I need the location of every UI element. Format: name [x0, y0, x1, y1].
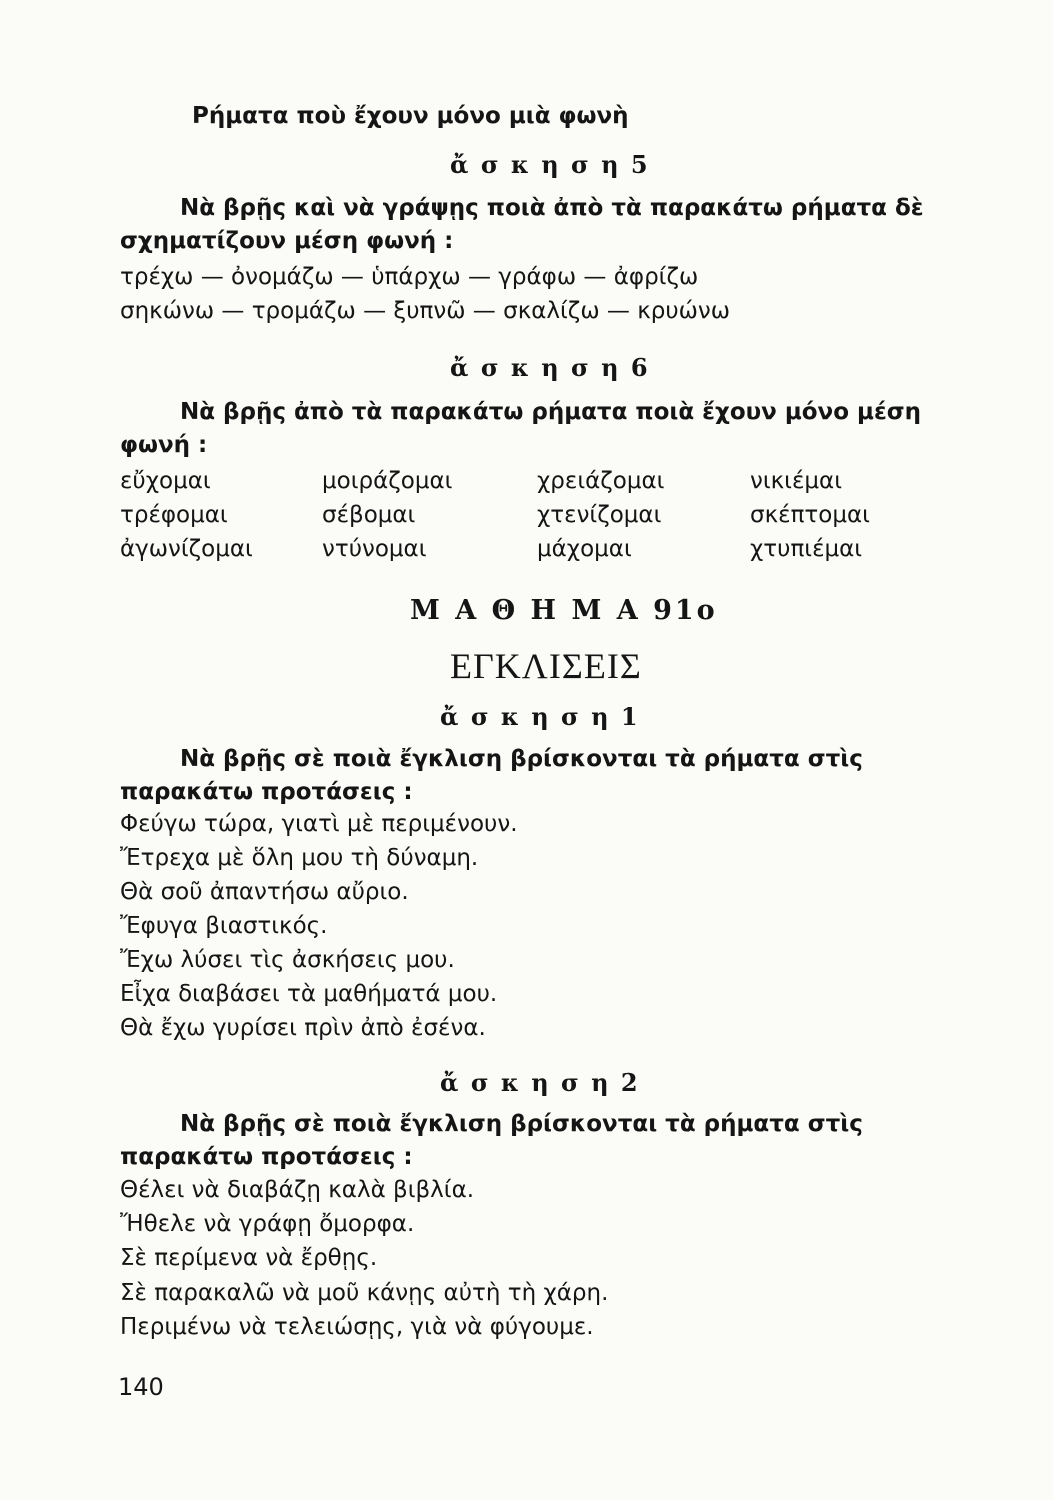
verb-item: χρειάζομαι: [537, 468, 665, 494]
sentence: Ἤθελε νὰ γράφῃ ὄμορφα.: [120, 1211, 415, 1237]
exercise-1-instruction: [120, 743, 960, 809]
verb-item: τρέφομαι: [120, 502, 228, 528]
exercise-label-2: ἄ σ κ η σ η 2: [440, 1068, 640, 1097]
exercise-2-instruction: [120, 1108, 960, 1174]
page-number: 140: [118, 1373, 164, 1401]
sentence: Εἶχα διαβάσει τὰ μαθήματά μου.: [120, 981, 498, 1007]
verb-line: τρέχω — ὀνομάζω — ὑπάρχω — γράφω — ἀφρίζω: [120, 264, 699, 290]
verb-item: μάχομαι: [537, 536, 632, 562]
exercise-5-instruction: [120, 192, 960, 258]
sentence: Σὲ παρακαλῶ νὰ μοῦ κάνῃς αὐτὴ τὴ χάρη.: [120, 1280, 609, 1306]
sentence: Θὰ ἔχω γυρίσει πρὶν ἀπὸ ἐσένα.: [120, 1015, 486, 1041]
verb-item: ντύνομαι: [322, 536, 427, 562]
sentence: Σὲ περίμενα νὰ ἔρθῃς.: [120, 1245, 378, 1271]
sentence: Θέλει νὰ διαβάζῃ καλὰ βιβλία.: [120, 1177, 475, 1203]
instruction-text: Νὰ βρῇς ἀπὸ τὰ παρακάτω ρήματα ποιὰ ἔχουν μόνο μέση φωνή :: [120, 399, 922, 458]
verb-item: εὔχομαι: [120, 468, 211, 494]
verb-item: σέβομαι: [322, 502, 416, 528]
sentence: Θὰ σοῦ ἀπαντήσω αὔριο.: [120, 879, 409, 905]
verb-item: χτενίζομαι: [537, 502, 662, 528]
sentence: Φεύγω τώρα, γιατὶ μὲ περιμένουν.: [120, 811, 518, 837]
lesson-label: Μ Α Θ Η Μ Α 91ο: [410, 595, 718, 626]
exercise-label-6: ἄ σ κ η σ η 6: [450, 353, 650, 382]
instruction-text: Νὰ βρῇς καὶ νὰ γράψῃς ποιὰ ἀπὸ τὰ παρακάτω ρήματα δὲ σχηματίζουν μέση φωνή :: [120, 195, 924, 254]
lesson-title: ΕΓΚΛΙΣΕΙΣ: [450, 646, 642, 686]
exercise-label-1: ἄ σ κ η σ η 1: [440, 702, 640, 731]
exercise-label-5: ἄ σ κ η σ η 5: [450, 150, 650, 179]
sentence: Ἔτρεχα μὲ ὅλη μου τὴ δύναμη.: [120, 845, 479, 871]
verb-line: σηκώνω — τρομάζω — ξυπνῶ — σκαλίζω — κρυώνω: [120, 298, 731, 324]
sentence: Ἔχω λύσει τὶς ἀσκήσεις μου.: [120, 947, 455, 973]
verb-item: μοιράζομαι: [322, 468, 453, 494]
instruction-text: Νὰ βρῇς σὲ ποιὰ ἔγκλιση βρίσκονται τὰ ρήματα στὶς παρακάτω προτάσεις :: [120, 746, 863, 805]
verb-item: νικιέμαι: [750, 468, 842, 494]
instruction-text: Νὰ βρῇς σὲ ποιὰ ἔγκλιση βρίσκονται τὰ ρήματα στὶς παρακάτω προτάσεις :: [120, 1111, 863, 1170]
verb-item: ἀγωνίζομαι: [120, 536, 253, 562]
exercise-6-instruction: [120, 396, 960, 462]
verb-item: σκέπτομαι: [750, 502, 870, 528]
sentence: Περιμένω νὰ τελειώσῃς, γιὰ νὰ φύγουμε.: [120, 1314, 594, 1340]
section-heading: Ρήματα ποὺ ἔχουν μόνο μιὰ φωνὴ: [192, 103, 629, 129]
sentence: Ἔφυγα βιαστικός.: [120, 913, 328, 939]
verb-item: χτυπιέμαι: [750, 536, 863, 562]
